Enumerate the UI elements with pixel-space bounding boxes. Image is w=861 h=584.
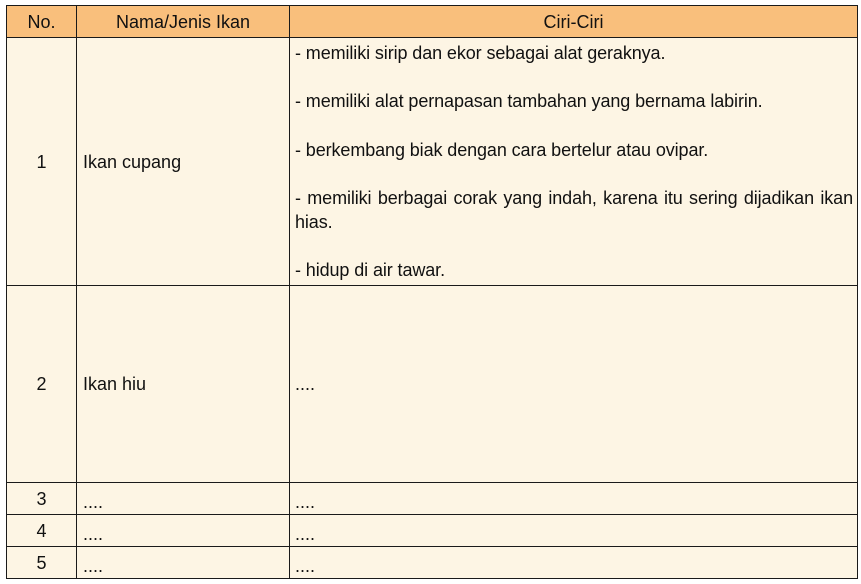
header-no: No. — [7, 6, 77, 38]
table-row — [7, 286, 858, 483]
trait-item: - memiliki berbagai corak yang indah, karena itu sering dijadikan ikan hias. — [295, 187, 853, 232]
row-number: 1 — [7, 38, 77, 286]
fish-name: Ikan hiu — [77, 286, 290, 483]
row-number: 4 — [7, 515, 77, 547]
table-row — [7, 483, 858, 515]
fish-traits: .... — [290, 515, 858, 547]
fish-traits: .... — [290, 286, 858, 483]
fish-name: .... — [77, 483, 290, 515]
fish-name: Ikan cupang — [77, 38, 290, 286]
header-traits: Ciri-Ciri — [290, 6, 858, 38]
fish-table — [6, 5, 858, 579]
header-row — [7, 6, 858, 38]
fish-name: .... — [77, 515, 290, 547]
trait-item: - hidup di air tawar. — [295, 260, 445, 280]
fish-traits — [290, 38, 858, 286]
trait-item: - memiliki alat pernapasan tambahan yang bernama labirin. — [295, 91, 763, 112]
row-number: 3 — [7, 483, 77, 515]
table-row — [7, 38, 858, 286]
row-number: 5 — [7, 547, 77, 579]
row-number: 2 — [7, 286, 77, 483]
trait-item: - berkembang biak dengan cara bertelur atau ovipar. — [295, 139, 709, 160]
header-name: Nama/Jenis Ikan — [77, 6, 290, 38]
fish-name: .... — [77, 547, 290, 579]
fish-traits: .... — [290, 483, 858, 515]
table-row — [7, 547, 858, 579]
table-row — [7, 515, 858, 547]
trait-item: - memiliki sirip dan ekor sebagai alat geraknya. — [295, 43, 666, 63]
fish-traits: .... — [290, 547, 858, 579]
trait-list — [295, 41, 853, 282]
